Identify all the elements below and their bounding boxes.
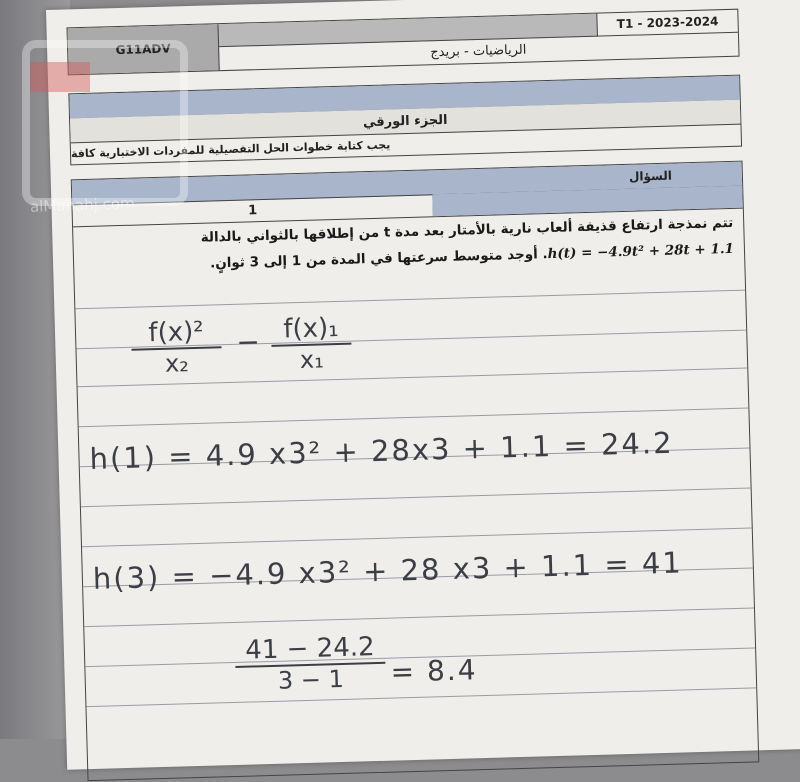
section-instruction: يجب كتابة خطوات الحل التفصيلية للمفردات الاختبارية كافة (70, 137, 391, 160)
question-line-2-suffix: . أوجد متوسط سرعتها في المدة من 1 إلى 3 ثوانٍ. (209, 246, 548, 272)
handwritten-fraction-2 (271, 313, 353, 375)
fraction-2-denominator: x₁ (271, 343, 352, 375)
fraction-3-numerator: 41 − 24.2 (244, 632, 375, 666)
fraction-3-denominator: 3 − 1 (235, 662, 386, 696)
question-line-1: تتم نمذجة ارتفاع قذيفة ألعاب نارية بالأمتار بعد مدة t من إطلاقها بالثواني بالدالة (200, 214, 734, 246)
question-number: 1 (72, 194, 433, 226)
term-label: T1 - 2023-2024 (596, 10, 738, 37)
watermark-logo-accent (30, 62, 90, 92)
ruled-line (79, 408, 749, 428)
handwritten-fraction-3 (235, 632, 387, 696)
handwritten-minus: − (235, 325, 263, 359)
section-title: الجزء الورقي (70, 100, 740, 144)
handwritten-line-h1: h(1) = 4.9 x3² + 28x3 + 1.1 = 24.2 (89, 425, 674, 476)
ruled-line (86, 687, 756, 707)
fraction-1-denominator: x₂ (131, 346, 222, 379)
course-code: G11ADV (68, 24, 220, 74)
handwritten-fraction-1 (131, 316, 223, 378)
ruled-line (84, 607, 754, 627)
question-label: السؤال (628, 168, 673, 184)
fraction-2-numerator: f(x)₁ (282, 312, 340, 345)
ruled-line (82, 527, 752, 547)
ruled-line (81, 488, 751, 508)
handwritten-result: = 8.4 (390, 653, 478, 689)
subject-title: الرياضيات - بريدج (430, 42, 527, 60)
question-box (71, 161, 760, 782)
fraction-1-numerator: f(x)² (148, 316, 205, 349)
question-equation: h(t) = −4.9t² + 28t + 1.1 (547, 240, 735, 263)
ruled-line (75, 290, 745, 310)
handwritten-line-h3: h(3) = −4.9 x3² + 28 x3 + 1.1 = 41 (92, 545, 684, 596)
watermark-text: alManahj.com (29, 194, 135, 216)
